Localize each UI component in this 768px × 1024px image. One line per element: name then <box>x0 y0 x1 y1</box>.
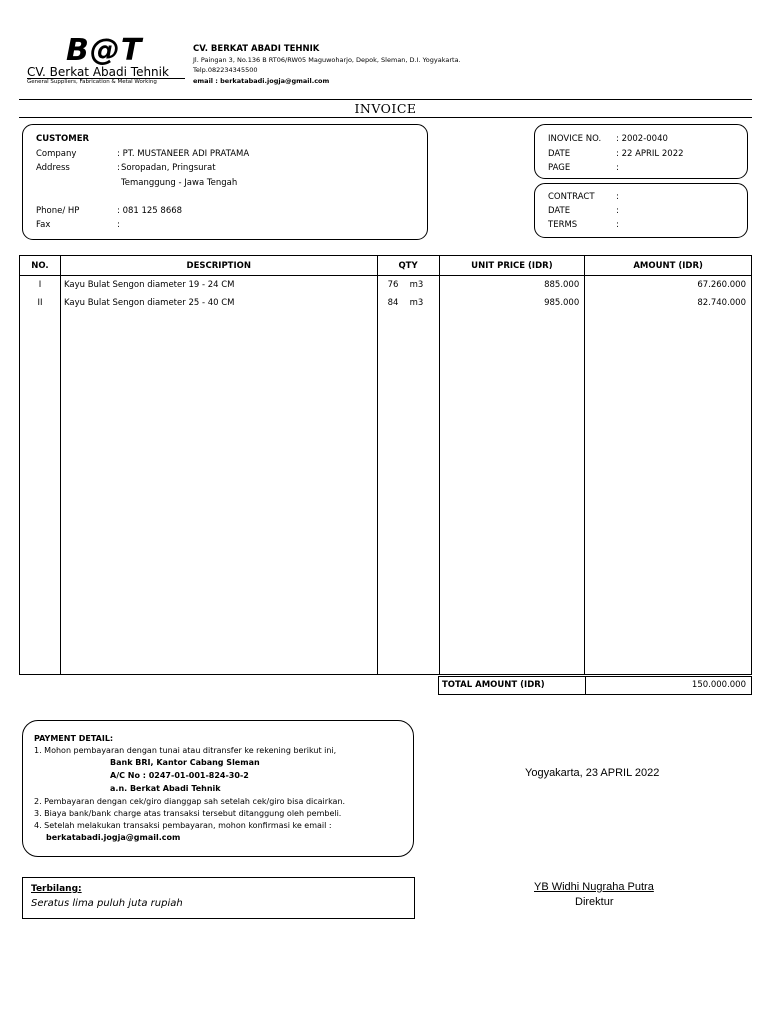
invoice-page-value: : <box>616 163 619 173</box>
invoice-no-value: : 2002-0040 <box>616 134 668 144</box>
address-line-2: Temanggung - Jawa Tengah <box>121 178 238 188</box>
row-no: II <box>20 294 61 312</box>
total-divider <box>585 677 586 694</box>
company-address: Jl. Paingan 3, No.136 B RT06/RW05 Maguwoharjo, Depok, Sleman, D.I. Yogyakarta. <box>193 56 461 64</box>
terbilang-text: Seratus lima puluh juta rupiah <box>31 898 183 909</box>
terms-label: TERMS <box>548 220 578 230</box>
row-description: Kayu Bulat Sengon diameter 19 - 24 CM <box>60 276 377 295</box>
header-no: NO. <box>20 256 61 276</box>
contract-date-label: DATE <box>548 206 571 216</box>
header-rule-bottom <box>19 117 752 118</box>
row-qty <box>377 294 439 312</box>
qty-value: 76 <box>387 280 399 290</box>
fax-label: Fax <box>36 220 51 230</box>
signature-role: Direktur <box>575 896 614 908</box>
contract-value: : <box>616 192 619 202</box>
row-unit-price: 985.000 <box>439 294 585 312</box>
table-filler-row <box>20 312 752 675</box>
table-row <box>20 294 752 312</box>
row-amount: 67.260.000 <box>585 276 752 295</box>
company-logo-name: CV. Berkat Abadi Tehnik <box>27 65 169 79</box>
total-label: TOTAL AMOUNT (IDR) <box>442 680 545 690</box>
row-no: I <box>20 276 61 295</box>
payment-line-3: 3. Biaya bank/bank charge atas transaksi tersebut ditanggung oleh pembeli. <box>34 809 342 818</box>
phone-value: : 081 125 8668 <box>117 206 183 216</box>
row-amount: 82.740.000 <box>585 294 752 312</box>
fax-value: : <box>117 220 120 230</box>
payment-bank: Bank BRI, Kantor Cabang Sleman <box>110 758 260 767</box>
payment-line-4: 4. Setelah melakukan transaksi pembayaran, mohon konfirmasi ke email : <box>34 821 332 830</box>
row-description: Kayu Bulat Sengon diameter 25 - 40 CM <box>60 294 377 312</box>
qty-unit: m3 <box>409 280 424 290</box>
address-colon: : <box>117 163 120 173</box>
company-logo-tagline: General Suppliers, Fabrication & Metal Working <box>27 79 157 85</box>
phone-label: Phone/ HP <box>36 206 80 216</box>
total-box <box>438 676 752 695</box>
payment-email: berkatabadi.jogja@gmail.com <box>46 833 181 842</box>
signature-place-date: Yogyakarta, 23 APRIL 2022 <box>525 767 660 779</box>
row-qty <box>377 276 439 295</box>
header-unit-price: UNIT PRICE (IDR) <box>439 256 585 276</box>
table-row <box>20 276 752 295</box>
row-unit-price: 885.000 <box>439 276 585 295</box>
terms-value: : <box>616 220 619 230</box>
invoice-date-value: : 22 APRIL 2022 <box>616 149 684 159</box>
header-qty: QTY <box>377 256 439 276</box>
invoice-no-label: INOVICE NO. <box>548 134 602 144</box>
address-label: Address <box>36 163 70 173</box>
payment-account-name: a.n. Berkat Abadi Tehnik <box>110 784 221 793</box>
signature-name: YB Widhi Nugraha Putra <box>534 881 654 893</box>
company-name: CV. BERKAT ABADI TEHNIK <box>193 44 320 54</box>
payment-line-1: 1. Mohon pembayaran dengan tunai atau ditransfer ke rekening berikut ini, <box>34 746 337 755</box>
header-description: DESCRIPTION <box>60 256 377 276</box>
payment-line-2: 2. Pembayaran dengan cek/giro dianggap sah setelah cek/giro bisa dicairkan. <box>34 797 346 806</box>
customer-heading: CUSTOMER <box>36 134 90 144</box>
company-value: : PT. MUSTANEER ADI PRATAMA <box>117 149 250 159</box>
contract-label: CONTRACT <box>548 192 595 202</box>
payment-heading: PAYMENT DETAIL: <box>34 734 114 743</box>
terbilang-label: Terbilang: <box>31 884 82 894</box>
qty-unit: m3 <box>409 298 424 308</box>
table-header-row <box>20 256 752 276</box>
invoice-date-label: DATE <box>548 149 571 159</box>
address-line-1: Soropadan, Pringsurat <box>121 163 216 173</box>
header-rule-top <box>19 99 752 100</box>
company-logo-mark: B@T <box>66 33 143 68</box>
payment-account: A/C No : 0247-01-001-824-30-2 <box>110 771 249 780</box>
header-amount: AMOUNT (IDR) <box>585 256 752 276</box>
company-label: Company <box>36 149 77 159</box>
qty-value: 84 <box>387 298 399 308</box>
items-table <box>19 255 752 675</box>
company-email: email : berkatabadi.jogja@gmail.com <box>193 77 330 85</box>
contract-date-value: : <box>616 206 619 216</box>
total-value: 150.000.000 <box>691 680 746 690</box>
company-phone: Telp.082234345500 <box>193 66 258 74</box>
invoice-title: INVOICE <box>354 101 417 116</box>
invoice-page-label: PAGE <box>548 163 571 173</box>
